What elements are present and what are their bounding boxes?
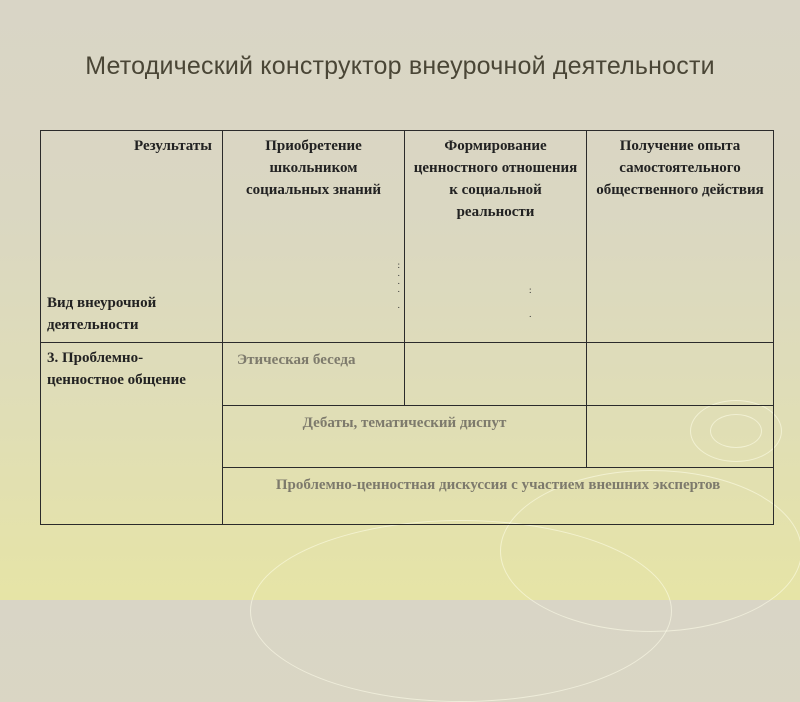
row-label-problem-value: 3. Проблемно-ценностное общение bbox=[41, 343, 223, 525]
column-header-experience: Получение опыта самостоятельного общественного действия bbox=[587, 131, 774, 343]
slide-title: Методический конструктор внеурочной деятельности bbox=[85, 52, 715, 80]
empty-cell bbox=[587, 406, 774, 468]
empty-cell bbox=[405, 343, 587, 406]
results-label: Результаты bbox=[134, 138, 212, 154]
empty-cell bbox=[587, 343, 774, 406]
table-row bbox=[41, 343, 774, 406]
corner-cell bbox=[41, 131, 223, 343]
entry-ethical-talk: Этическая беседа bbox=[223, 343, 405, 406]
entry-discussion: Проблемно-ценностная дискуссия с участием внешних экспертов bbox=[223, 468, 774, 525]
constructor-table bbox=[40, 130, 774, 525]
header-row bbox=[41, 131, 774, 343]
column-header-attitude: Формирование ценностного отношения к социальной реальности : . bbox=[405, 131, 587, 343]
activity-type-label: Вид внеурочной деятельности bbox=[47, 295, 157, 333]
decor-ripple bbox=[250, 520, 672, 702]
column-header-knowledge: Приобретение школьником социальных знаний : . . . . bbox=[223, 131, 405, 343]
entry-debates: Дебаты, тематический диспут bbox=[223, 406, 587, 468]
dots-marker: : . . . . bbox=[397, 260, 400, 310]
dots-marker: : . bbox=[529, 285, 532, 319]
